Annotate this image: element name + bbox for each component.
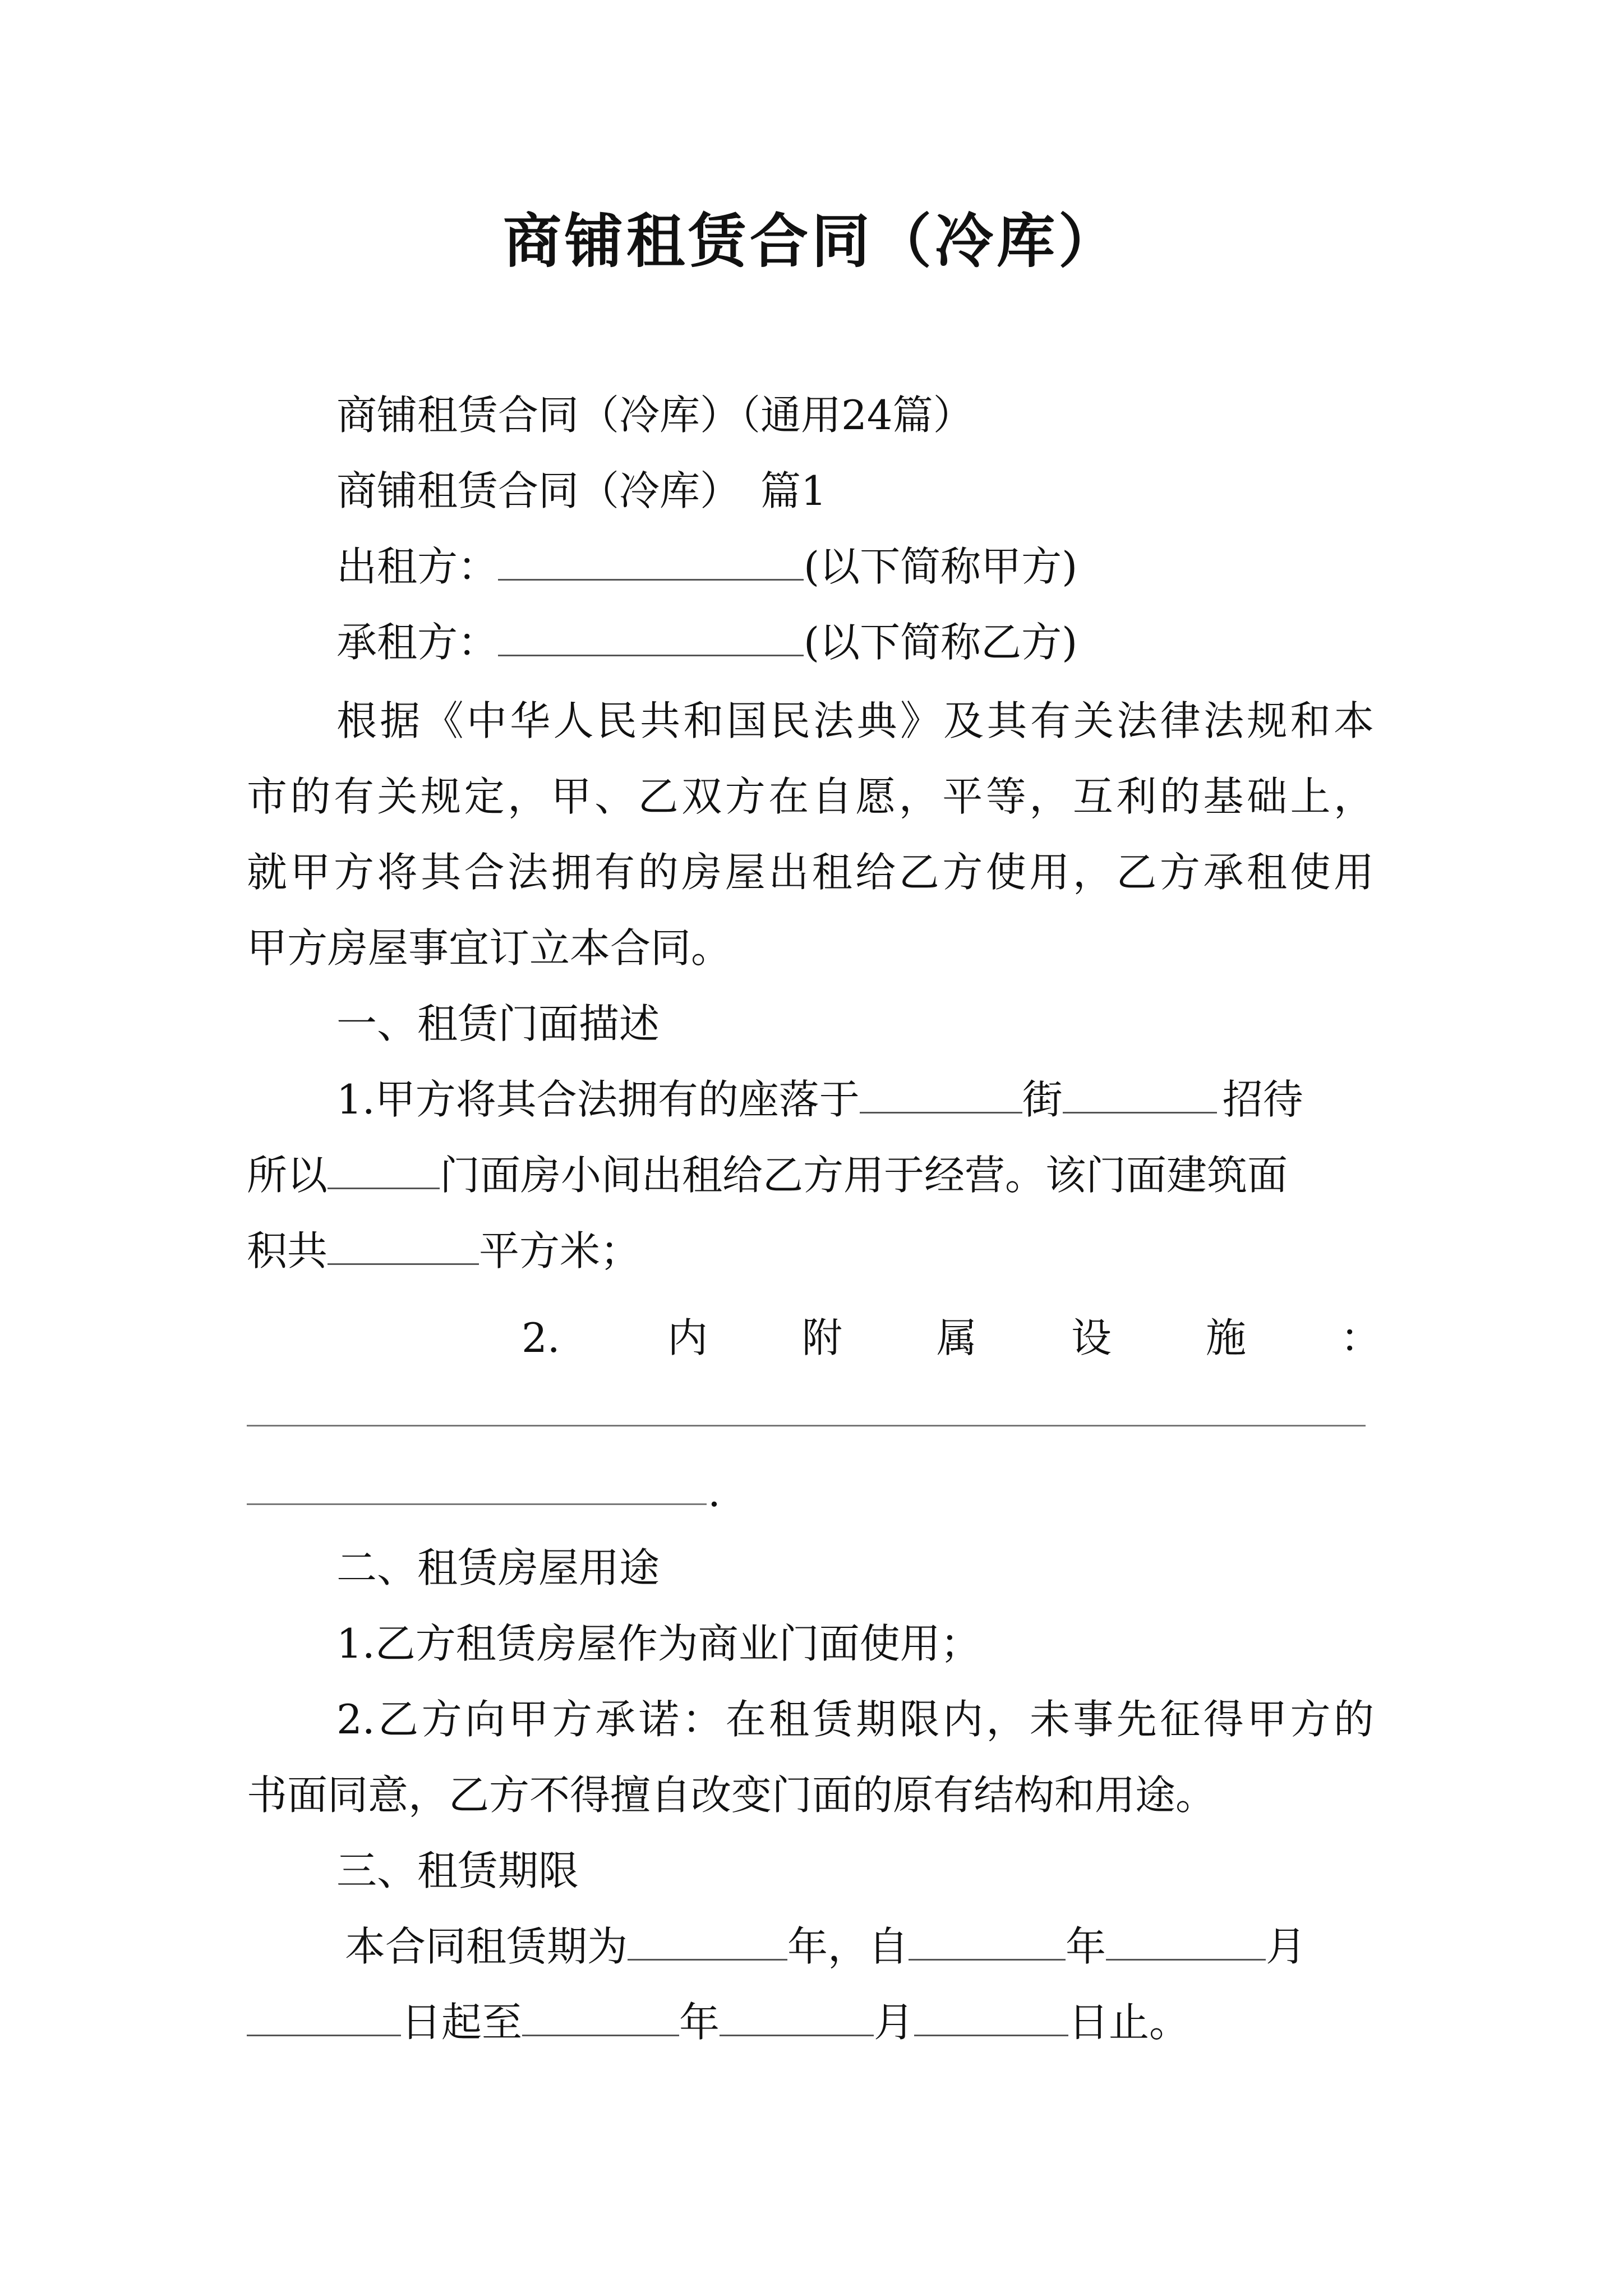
lease-years-field[interactable] [628,1923,787,1961]
section-heading-1: 一、租赁门面描述 [336,1000,660,1047]
end-day-field[interactable] [914,1999,1068,2036]
location-guesthouse-field[interactable] [1063,1076,1217,1114]
s2-item1: 1.乙方租赁房屋作为商业门面使用； [336,1620,981,1667]
location-street-field[interactable] [860,1076,1022,1114]
intro-paragraph-line: 甲方房屋事宜订立本合同。 [247,924,732,972]
facilities-blank-line[interactable] [247,1425,1366,1427]
lessor-line [336,539,1077,595]
s1-item1-line2: 所以 门面房小间出租给乙方用于经营。该门面建筑面 [247,1152,1288,1199]
end-month-field[interactable] [720,1999,874,2036]
lessor-suffix: (以下简称甲方) [804,543,1078,590]
area-field[interactable] [328,1227,479,1265]
s3-line1: 本合同租赁期为 年，自 年 月 [345,1923,1307,1970]
intro-paragraph-line: 市的有关规定，甲、乙双方在自愿，平等，互利的基础上， [247,773,1374,820]
s3-line2: 日起至 年 月 日止。 [247,1994,1189,2050]
s2-item2-line: 2.乙方向甲方承诺：在租赁期限内，未事先征得甲方的 [336,1696,1374,1743]
document-subtitle: 商铺租赁合同（冷库）（通用24篇） [336,392,974,439]
start-month-field[interactable] [1106,1923,1266,1961]
s1-item1-line1: 1.甲方将其合法拥有的座落于 街 招待 [336,1076,1303,1123]
end-year-field[interactable] [522,1999,679,2036]
s1-item2-line: 2. 内 附 属 设 施 ： [522,1314,1381,1361]
facilities-end-period: . [708,1469,721,1516]
lessor-name-field[interactable] [498,543,804,581]
section-heading-3: 三、租赁期限 [336,1847,579,1894]
intro-paragraph-line: 根据《中华人民共和国民法典》及其有关法律法规和本 [336,697,1374,744]
lessee-suffix: (以下简称乙方) [804,619,1078,666]
start-day-field[interactable] [247,1999,401,2036]
s1-item1-line3: 积共 平方米； [247,1227,641,1274]
start-year-field[interactable] [909,1923,1066,1961]
chapter-heading: 商铺租赁合同（冷库） 篇1 [336,467,827,514]
lessee-label: 承租方： [336,619,499,666]
lessee-name-field[interactable] [498,619,804,656]
facilities-blank-line-2[interactable] [247,1503,707,1505]
room-number-field[interactable] [328,1152,440,1189]
document-title: 商铺租赁合同（冷库） [502,206,1120,275]
lessee-line [336,614,1077,670]
intro-paragraph-line: 就甲方将其合法拥有的房屋出租给乙方使用，乙方承租使用 [247,849,1374,896]
s2-item2-line: 书面同意，乙方不得擅自改变门面的原有结构和用途。 [247,1772,1216,1819]
section-heading-2: 二、租赁房屋用途 [336,1544,660,1591]
lessor-label: 出租方： [336,543,499,590]
